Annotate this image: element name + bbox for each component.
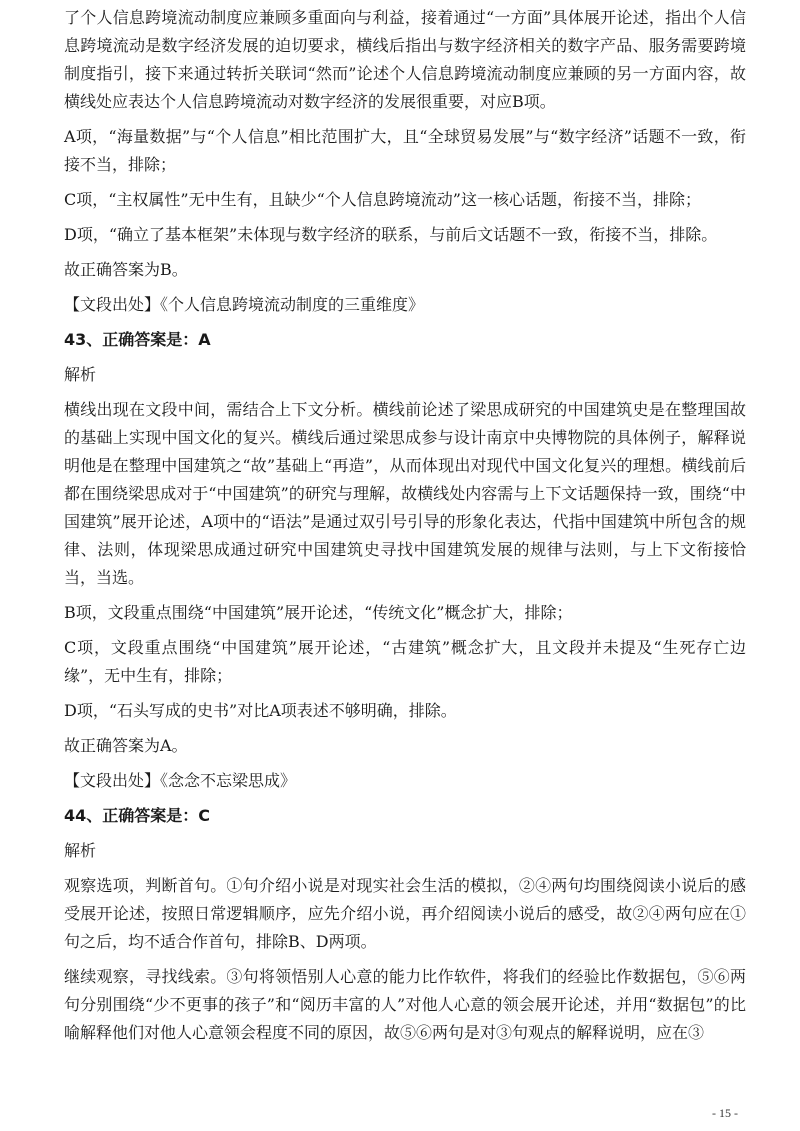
- question-44-analysis-1: 观察选项，判断首句。①句介绍小说是对现实社会生活的模拟，②④两句均围绕阅读小说后的感受展开论述，按照日常逻辑顺序，应先介绍小说，再介绍阅读小说后的感受，故②④两句应在①句之后，均不适合作首句，排除B、D两项。: [64, 876, 746, 951]
- question-43-analysis: 横线出现在文段中间，需结合上下文分析。横线前论述了梁思成研究的中国建筑史是在整理国故的基础上实现中国文化的复兴。横线后通过梁思成参与设计南京中央博物院的具体例子，解释说明他是在整理中国建筑之“故”基础上“再造”，从而体现出对现代中国文化复兴的理想。横线前后都在围绕梁思成对于“中国建筑”的研究与理解，故横线处内容需与上下文话题保持一致，围绕“中国建筑”展开论述，A项中的“语法”是通过双引号引导的形象化表达，代指中国建筑中所包含的规律、法则，体现梁思成通过研究中国建筑史寻找中国建筑发展的规律与法则，与上下文衔接恰当，当选。: [64, 400, 746, 587]
- document-body: [64, 4, 746, 1054]
- option-d-analysis: D项，“确立了基本框架”未体现与数字经济的联系，与前后文话题不一致，衔接不当，排除。: [64, 225, 718, 244]
- option-d-analysis: D项，“石头写成的史书”对比A项表述不够明确，排除。: [64, 701, 457, 720]
- question-43-heading: 43、正确答案是：A: [64, 330, 211, 349]
- answer-conclusion: 故正确答案为A。: [64, 736, 188, 755]
- option-b-analysis: B项，文段重点围绕“中国建筑”展开论述，“传统文化”概念扩大，排除；: [64, 603, 573, 622]
- page-number: - 15 -: [712, 1106, 738, 1120]
- question-44-analysis-2: 继续观察，寻找线索。③句将领悟别人心意的能力比作软件，将我们的经验比作数据包，⑤⑥两句分别围绕“少不更事的孩子”和“阅历丰富的人”对他人心意的领会展开论述，并用“数据包”的比喻解释他们对他人心意领会程度不同的原因，故⑤⑥两句是对③句观点的解释说明，应在③: [64, 967, 746, 1042]
- analysis-label: 解析: [64, 841, 97, 860]
- question-44-heading: 44、正确答案是：C: [64, 806, 211, 825]
- analysis-label: 解析: [64, 365, 97, 384]
- option-a-analysis: A项，“海量数据”与“个人信息”相比范围扩大，且“全球贸易发展”与“数字经济”话题不一致，衔接不当，排除；: [64, 127, 746, 174]
- option-c-analysis: C项，文段重点围绕“中国建筑”展开论述，“古建筑”概念扩大，且文段并未提及“生死存亡边缘”，无中生有，排除；: [64, 638, 746, 685]
- source-citation: 【文段出处】《个人信息跨境流动制度的三重维度》: [64, 295, 425, 314]
- source-citation: 【文段出处】《念念不忘梁思成》: [64, 771, 297, 790]
- answer-conclusion: 故正确答案为B。: [64, 260, 188, 279]
- paragraph-intro: 了个人信息跨境流动制度应兼顾多重面向与利益，接着通过“一方面”具体展开论述，指出个人信息跨境流动是数字经济发展的迫切要求，横线后指出与数字经济相关的数字产品、服务需要跨境制度指引，接下来通过转折关联词“然而”论述个人信息跨境流动制度应兼顾的另一方面内容，故横线处应表达个人信息跨境流动对数字经济的发展很重要，对应B项。: [64, 8, 746, 111]
- option-c-analysis: C项，“主权属性”无中生有，且缺少“个人信息跨境流动”这一核心话题，衔接不当，排除；: [64, 190, 701, 209]
